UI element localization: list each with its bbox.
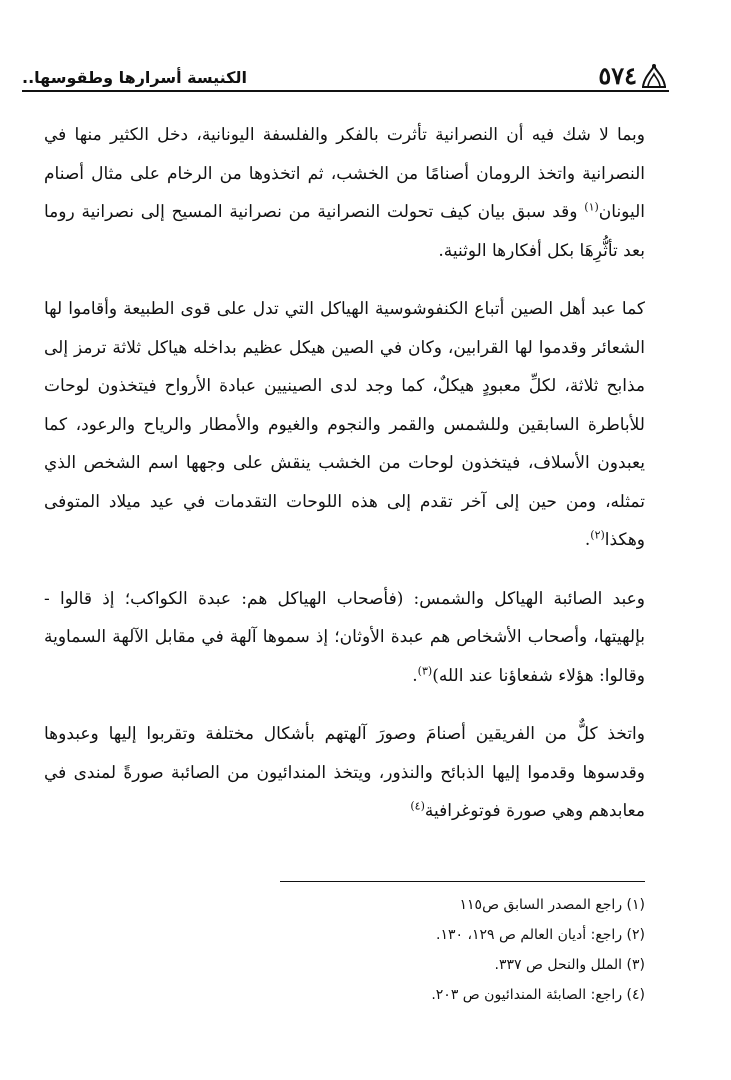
footnote: (١) راجع المصدر السابق ص١١٥ bbox=[459, 897, 645, 913]
paragraph bbox=[44, 116, 645, 270]
paragraph bbox=[44, 290, 645, 560]
footnote-divider bbox=[280, 881, 645, 882]
footnotes-list bbox=[200, 890, 645, 1010]
paragraph-text: وبما لا شك فيه أن النصرانية تأثرت بالفكر والفلسفة اليونانية، دخل الكثير منها في النصرانية واتخذ الرومان أصنامًا من الخشب، ثم اتخذوها من الرخام على مثال أصنام اليونان bbox=[44, 125, 645, 222]
footnote: (٢) راجع: أديان العالم ص ١٢٩، ١٣٠. bbox=[436, 927, 645, 943]
footnote: (٣) الملل والنحل ص ٣٣٧. bbox=[494, 957, 645, 973]
paragraph-text: وعبد الصائبة الهياكل والشمس: (فأصحاب الهياكل هم: عبدة الكواكب؛ إذ قالوا - بإلهيتها، وأصحاب الأشخاص هم عبدة الأوثان؛ إذ سموها آلهة في مقابل الآلهة السماوية وقالوا: هؤلاء شفعاؤنا عند الله) bbox=[44, 588, 645, 686]
paragraph-text: كما عبد أهل الصين أتباع الكنفوشوسية الهياكل التي تدل على قوى الطبيعة وأقاموا لها الشعائر وقدموا لها القرابين، وكان في الصين هيكل عظيم بداخله هياكل ثلاثة ترمز إلى مذابح ثلاثة، لكلِّ معبودٍ هيكلٌ، كما وجد لدى الصينيين عبادة الأرواح فيتخذون لوحات للأباطرة السابقين وللشمس والقمر والنجوم والغيوم والأمطار والرياح والرعود، كما يعبدون الأسلاف، فيتخذون لوحات من الخشب ينقش على وجهها اسم الشخص الذي تمثله، ومن حين إلى آخر تقدم إلى هذه اللوحات التقدمات في عيد ميلاد المتوفى وهكذا bbox=[44, 299, 645, 550]
footnote-ref: (٢) bbox=[590, 528, 605, 542]
paragraph-text-continued: . bbox=[584, 530, 591, 550]
main-text bbox=[44, 116, 645, 851]
decorative-flourish-icon bbox=[639, 62, 669, 90]
paragraph-text-continued: . bbox=[412, 665, 418, 686]
page-number: ٥٧٤ bbox=[598, 61, 637, 90]
page-header bbox=[22, 50, 669, 90]
running-title: الكنيسة أسرارها وطقوسها.. bbox=[22, 68, 247, 87]
footnote-ref: (٣) bbox=[417, 663, 433, 677]
page-number-block bbox=[598, 62, 669, 90]
footnote-ref: (٤) bbox=[410, 799, 425, 813]
footnote-ref: (١) bbox=[584, 200, 599, 214]
footnote: (٤) راجع: الصابئة المندائيون ص ٢٠٣. bbox=[431, 987, 645, 1003]
paragraph bbox=[44, 580, 645, 696]
paragraph bbox=[44, 715, 645, 831]
paragraph-text: واتخذ كلٌّ من الفريقين أصنامَ وصورَ آلهتهم بأشكال مختلفة وتقربوا إليها وعبدوها وقدسوها وقدموا إليها الذبائح والنذور، ويتخذ المندائيون من الصائبة صورةً لمندى في معابدهم وهي صورة فوتوغرافية bbox=[44, 724, 645, 821]
paragraph-text-continued: وقد سبق بيان كيف تحولت النصرانية من نصرانية المسيح إلى نصرانية روما بعد تأثُّرِهَا بكل أفكارها الوثنية. bbox=[44, 202, 645, 261]
header-divider bbox=[22, 90, 669, 92]
